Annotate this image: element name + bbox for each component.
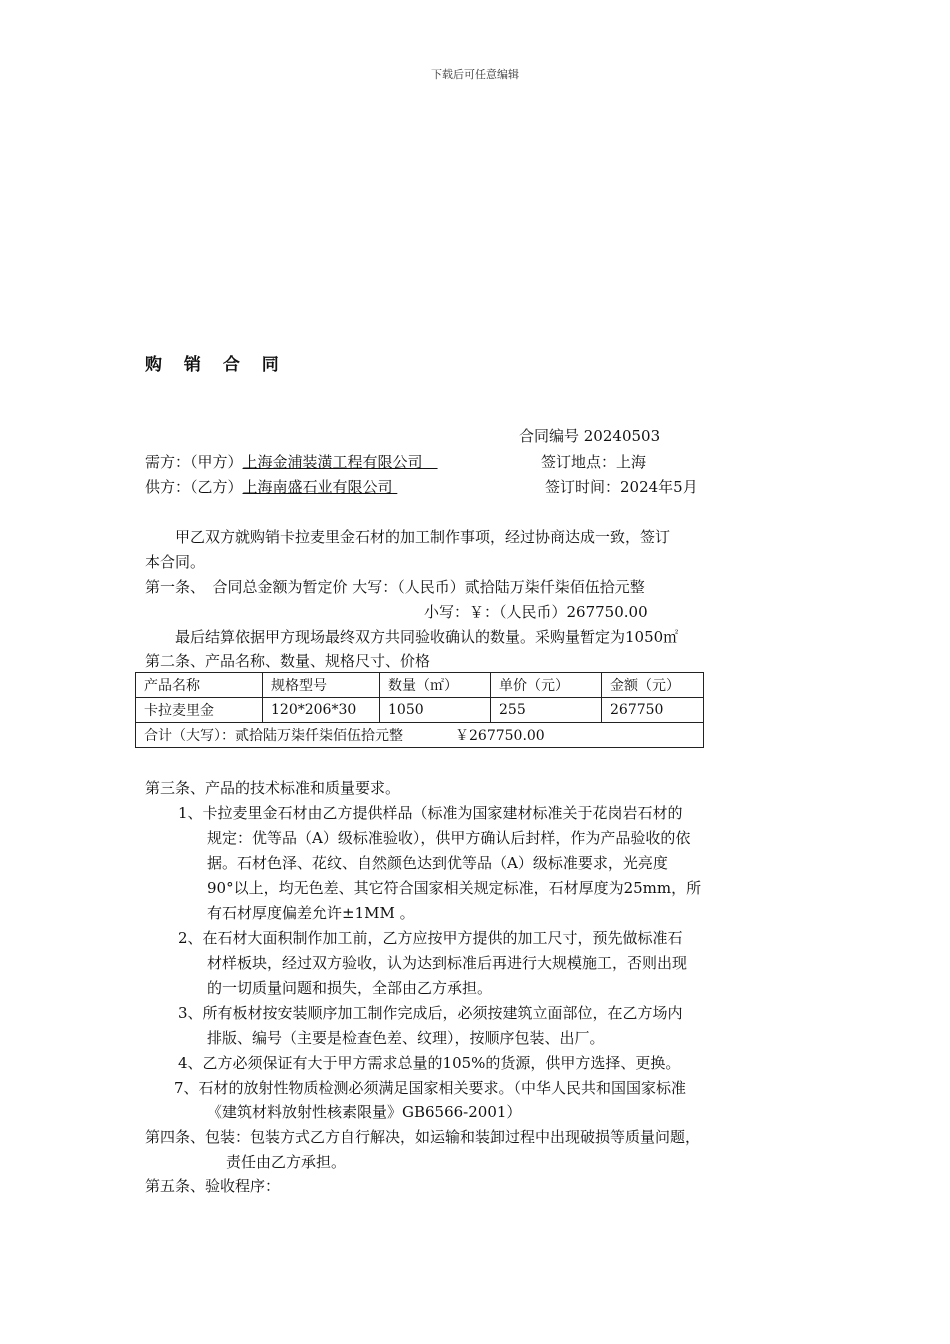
table-header-cell: 产品名称 bbox=[136, 673, 263, 698]
article-3-line: 3、所有板材按安装顺序加工制作完成后，必须按建筑立面部位，在乙方场内 bbox=[178, 1004, 683, 1022]
article-3-line: 7、石材的放射性物质检测必须满足国家相关要求。（中华人民共和国国家标准 bbox=[174, 1079, 687, 1097]
article-1-line-2: 小写：￥：（人民币）267750.00 bbox=[424, 603, 648, 621]
article-3-line: 《建筑材料放射性核素限量》GB6566-2001） bbox=[207, 1103, 522, 1121]
table-total-cell bbox=[136, 723, 704, 748]
article-3-line: 有石材厚度偏差允许±1MM 。 bbox=[207, 904, 415, 922]
seller-line bbox=[145, 477, 397, 497]
article-5-title: 第五条、验收程序： bbox=[145, 1177, 281, 1195]
buyer-name: 上海金浦装潢工程有限公司 bbox=[242, 453, 423, 471]
table-row bbox=[136, 698, 704, 723]
product-table bbox=[135, 672, 704, 748]
table-cell: 1050 bbox=[380, 698, 491, 723]
table-header-cell: 单价（元） bbox=[491, 673, 602, 698]
sign-place: 签订地点：上海 bbox=[541, 453, 647, 471]
contract-number: 合同编号 20240503 bbox=[519, 427, 661, 445]
article-3-line: 90°以上，均无色差、其它符合国家相关规定标准，石材厚度为25mm，所 bbox=[207, 879, 702, 897]
table-header-cell: 数量（㎡） bbox=[380, 673, 491, 698]
table-total-row bbox=[136, 723, 704, 748]
buyer-label: 需方：（甲方） bbox=[145, 453, 243, 471]
article-3-line: 2、在石材大面积制作加工前，乙方应按甲方提供的加工尺寸，预先做标准石 bbox=[178, 929, 683, 947]
article-2-title: 第二条、产品名称、数量、规格尺寸、价格 bbox=[145, 652, 431, 670]
article-3-line: 1、卡拉麦里金石材由乙方提供样品（标准为国家建材标准关于花岗岩石材的 bbox=[178, 804, 683, 822]
sign-time: 签订时间：2024年5月 bbox=[545, 478, 698, 496]
article-1-line-3: 最后结算依据甲方现场最终双方共同验收确认的数量。采购量暂定为1050㎡ bbox=[175, 628, 679, 646]
intro-line-1: 甲乙双方就购销卡拉麦里金石材的加工制作事项，经过协商达成一致，签订 bbox=[175, 528, 671, 546]
intro-line-2: 本合同。 bbox=[145, 553, 206, 571]
table-cell: 120*206*30 bbox=[263, 698, 380, 723]
seller-label: 供方：（乙方） bbox=[145, 478, 243, 496]
article-4-line-1: 第四条、包装：包装方式乙方自行解决，如运输和装卸过程中出现破损等质量问题， bbox=[145, 1128, 701, 1146]
article-4-line-2: 责任由乙方承担。 bbox=[226, 1153, 347, 1171]
article-3-line: 排版、编号（主要是检查色差、纹理），按顺序包装、出厂。 bbox=[207, 1029, 605, 1047]
article-3-line: 规定：优等品（A）级标准验收），供甲方确认后封样，作为产品验收的依 bbox=[207, 829, 691, 847]
article-3-line: 据。石材色泽、花纹、自然颜色达到优等品（A）级标准要求，光亮度 bbox=[207, 854, 668, 872]
table-cell: 267750 bbox=[602, 698, 704, 723]
seller-name: 上海南盛石业有限公司 bbox=[242, 478, 393, 496]
buyer-line bbox=[145, 452, 438, 472]
total-amount: ￥267750.00 bbox=[455, 728, 545, 744]
total-label: 合计（大写）：贰拾陆万柒仟柒佰伍拾元整 bbox=[144, 728, 403, 744]
article-1-line-1: 第一条、 合同总金额为暂定价 大写：（人民币）贰拾陆万柒仟柒佰伍拾元整 bbox=[145, 578, 645, 596]
article-3-line: 材样板块，经过双方验收，认为达到标准后再进行大规模施工，否则出现 bbox=[207, 954, 688, 972]
table-header-cell: 规格型号 bbox=[263, 673, 380, 698]
header-note: 下载后可任意编辑 bbox=[431, 68, 519, 81]
article-3-title: 第三条、产品的技术标准和质量要求。 bbox=[145, 779, 401, 797]
table-header-cell: 金额（元） bbox=[602, 673, 704, 698]
table-cell: 255 bbox=[491, 698, 602, 723]
article-3-line: 的一切质量问题和损失，全部由乙方承担。 bbox=[207, 979, 493, 997]
article-3-line: 4、乙方必须保证有大于甲方需求总量的105%的货源，供甲方选择、更换。 bbox=[178, 1054, 681, 1072]
table-cell: 卡拉麦里金 bbox=[136, 698, 263, 723]
page-title: 购 销 合 同 bbox=[145, 355, 287, 375]
table-header-row bbox=[136, 673, 704, 698]
